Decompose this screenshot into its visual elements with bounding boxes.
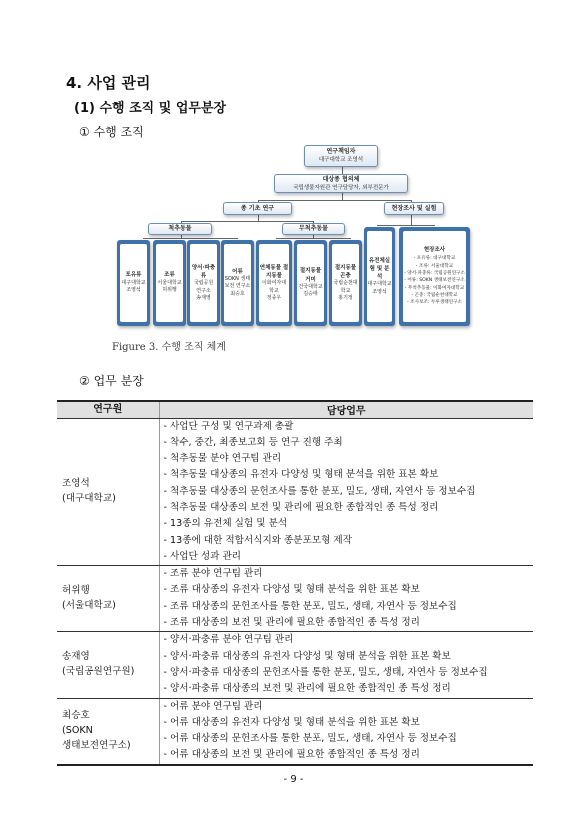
page-number: - 9 -: [283, 774, 304, 785]
researcher-cell: 조영석 (대구대학교): [57, 418, 159, 566]
org-vertebrates-box: 척추동물: [148, 223, 212, 235]
org-council-box: [274, 174, 408, 193]
org-invertebrates-box: 무척추동물: [282, 223, 345, 235]
org-card-spiders: 절지동물 거미 건국대학교 김승태: [294, 240, 327, 326]
org-card-fish: 어류 SOKN 생태 보전 연구소 최승호: [221, 240, 254, 326]
table-header-row: [57, 401, 533, 418]
table-row: [57, 632, 533, 698]
duties-cell: - 사업단 구성 및 연구과제 총괄 - 착수, 중간, 최종보고회 등 연구 진행 주최 - 척추동물 분야 연구팀 관리 - 척추동물 대상종의 유전자 다양성 및 형태 분석을 위한 표본 확보 - 척추동물 대상종의 문헌조사를 통한 분포, 밀도, 생태, 자연사 등 정보수집 - 척추동물 대상종의 보전 및 관리에 필요한 종합적인 종 특성 정리 - 13종의 유전체 실험 및 분석 - 13종에 대한 적합서식지와 종분포모형 제작 - 사업단 성과 관리: [159, 418, 533, 566]
org-card-herptiles: 양서·파충류 국립공원 연구소 송재영: [187, 240, 220, 326]
org-card-insects: 절지동물 곤충 국립순천대 학교 홍기정: [329, 240, 362, 326]
subsection-title: (1) 수행 조직 및 업무분장: [74, 101, 227, 116]
org-basic-research-box: 종 기초 연구: [223, 202, 292, 215]
researcher-cell: 허위행 (서울대학교): [57, 566, 159, 632]
duties-cell: - 양서·파충류 분야 연구팀 관리 - 양서·파충류 대상종의 유전자 다양성 및 형태 분석을 위한 표본 확보 - 양서·파충류 대상종의 문헌조사를 통한 분포, 밀도, 생태, 자연사 등 정보수집 - 양서·파충류 대상종의 보전 및 관리에 필요한 종합적인 종 특성 정리: [159, 632, 533, 698]
researcher-cell: 송재영 (국립공원연구원): [57, 632, 159, 698]
duties-cell: - 어류 분야 연구팀 관리 - 어류 대상종의 유전자 다양성 및 형태 분석을 위한 표본 확보 - 어류 대상종의 문헌조사를 통한 분포, 밀도, 생태, 자연사 등 정보수집 - 어류 대상종의 보전 및 관리에 필요한 종합적인 종 특성 정리: [159, 698, 533, 765]
org-director-title: 연구책임자: [326, 148, 356, 155]
org-card-molluscs: 연체동물 절지동물 이화여자대 학교 정종우: [256, 240, 292, 326]
item2-title: ② 업무 분장: [79, 374, 144, 388]
figure-caption: Figure 3. 수행 조직 체계: [112, 342, 226, 353]
table-row: [57, 698, 533, 765]
header-researcher: 연구원: [57, 401, 159, 418]
org-council-sub: 국립생물자원관 연구담당자, 외부전문가: [293, 184, 389, 191]
table-row: [57, 566, 533, 632]
researcher-cell: 최승호 (SOKN 생태보전연구소): [57, 698, 159, 765]
header-duties: 담당업무: [159, 401, 533, 418]
org-council-title: 대상종 협의체: [322, 176, 360, 183]
table-row: [57, 418, 533, 566]
org-field-survey-box: 현장조사 및 실험: [384, 202, 444, 215]
org-director-box: [304, 145, 378, 167]
org-card-field-survey: 현장조사 - 포유류: 대구대학교 - 조류: 서울대학교 - 양서·파충류: 국립공원연구소 - 어류: SOKN 생태보전연구소 - 무척추동물: 이화여자대학교 - 곤충: 국립순천대학교 - 조사보조: 두루생태연구소: [399, 227, 470, 326]
duty-table: [57, 400, 533, 766]
duties-cell: - 조류 분야 연구팀 관리 - 조류 대상종의 유전자 다양성 및 형태 분석을 위한 표본 확보 - 조류 대상종의 문헌조사를 통한 분포, 밀도, 생태, 자연사 등 정보수집 - 조류 대상종의 보전 및 관리에 필요한 종합적인 종 특성 정리: [159, 566, 533, 632]
org-director-sub: 대구대학교 조영석: [318, 156, 364, 163]
org-card-mammals: 포유류 대구대학교 조영석: [117, 240, 150, 326]
org-card-birds: 조류 서울대학교 허위행: [153, 240, 186, 326]
item1-title: ① 수행 조직: [79, 125, 144, 139]
section-title: 4. 사업 관리: [66, 74, 151, 92]
org-card-genome: 유전체실험 및 분석 대구대학교 조영석: [364, 227, 395, 326]
